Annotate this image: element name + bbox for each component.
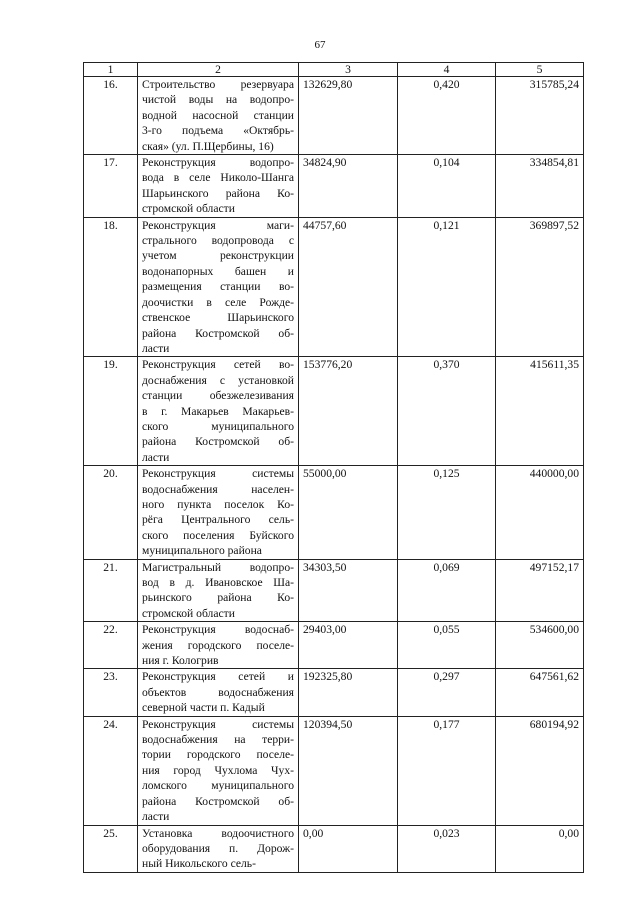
description-line: размещения станции во- (142, 280, 294, 294)
value-col3: 132629,80 (299, 77, 398, 155)
row-number: 19. (84, 357, 138, 466)
value-col3: 0,00 (299, 825, 398, 872)
description-line: ственское Шарьинского (142, 311, 294, 325)
description-line: доснабжения с установкой (142, 373, 294, 387)
description-line: ского поселения Буйского (142, 528, 294, 542)
column-header: 3 (299, 63, 398, 77)
description-line: учетом реконструкции (142, 249, 294, 263)
description-line: Строительство резервуара (142, 78, 294, 91)
row-number: 23. (84, 669, 138, 716)
data-table (83, 62, 584, 873)
table-row (84, 669, 584, 716)
table-row (84, 716, 584, 825)
description-line: вода в селе Николо-Шанга (142, 171, 294, 185)
table-row (84, 559, 584, 622)
description-line: района Костромской об- (142, 435, 294, 449)
description-line: стромской области (142, 202, 235, 216)
description-line: Реконструкция сетей и (142, 670, 294, 684)
description-line: ласти (142, 810, 170, 824)
object-description (138, 357, 299, 466)
description-line: ского муниципального (142, 419, 294, 433)
object-description (138, 825, 299, 872)
row-number: 18. (84, 217, 138, 357)
description-line: Реконструкция водопро- (142, 156, 294, 170)
description-line: ласти (142, 341, 170, 355)
description-line: ласти (142, 450, 170, 464)
value-col5: 497152,17 (496, 559, 584, 622)
value-col5: 534600,00 (496, 622, 584, 669)
description-line: Реконструкция маги- (142, 218, 294, 232)
table-row (84, 357, 584, 466)
table-row (84, 217, 584, 357)
value-col4: 0,370 (398, 357, 496, 466)
description-line: водоснабжения на терри- (142, 733, 294, 747)
value-col4: 0,055 (398, 622, 496, 669)
description-line: района Костромской об- (142, 326, 294, 340)
description-line: рёга Центрального сель- (142, 513, 294, 527)
description-line: ный Никольского сель- (142, 857, 256, 871)
description-line: доочистки в селе Рожде- (142, 295, 294, 309)
description-line: Реконструкция системы (142, 717, 294, 731)
value-col4: 0,069 (398, 559, 496, 622)
description-line: водной насосной станции (142, 108, 294, 122)
value-col4: 0,125 (398, 466, 496, 559)
description-line: тории городского поселе- (142, 748, 294, 762)
page-number: 67 (314, 39, 326, 51)
table-header-row (84, 63, 584, 77)
value-col5: 415611,35 (496, 357, 584, 466)
value-col5: 0,00 (496, 825, 584, 872)
description-line: Шарьинского района Ко- (142, 186, 294, 200)
object-description (138, 155, 299, 218)
value-col4: 0,104 (398, 155, 496, 218)
description-line: станции обезжелезивания (142, 389, 294, 403)
description-line: Реконструкция водоснаб- (142, 623, 294, 637)
column-header: 5 (496, 63, 584, 77)
value-col4: 0,297 (398, 669, 496, 716)
description-line: Магистральный водопро- (142, 560, 294, 574)
object-description (138, 669, 299, 716)
description-line: в г. Макарьев Макарьев- (142, 404, 294, 418)
value-col4: 0,177 (398, 716, 496, 825)
value-col5: 680194,92 (496, 716, 584, 825)
table-row (84, 825, 584, 872)
value-col4: 0,023 (398, 825, 496, 872)
row-number: 17. (84, 155, 138, 218)
description-line: ного пункта поселок Ко- (142, 497, 294, 511)
description-line: водонапорных башен и (142, 264, 294, 278)
description-line: района Костромской об- (142, 794, 294, 808)
value-col3: 153776,20 (299, 357, 398, 466)
object-description (138, 466, 299, 559)
value-col3: 44757,60 (299, 217, 398, 357)
value-col3: 55000,00 (299, 466, 398, 559)
description-line: оборудования п. Дорож- (142, 841, 294, 855)
object-description (138, 217, 299, 357)
table-row (84, 622, 584, 669)
object-description (138, 622, 299, 669)
column-header: 4 (398, 63, 496, 77)
column-header: 2 (138, 63, 299, 77)
description-line: жения городского поселе- (142, 638, 294, 652)
value-col3: 29403,00 (299, 622, 398, 669)
row-number: 20. (84, 466, 138, 559)
description-line: Установка водоочистного (142, 826, 294, 840)
description-line: ская» (ул. П.Щербины, 16) (142, 139, 274, 153)
row-number: 24. (84, 716, 138, 825)
value-col4: 0,121 (398, 217, 496, 357)
table-row (84, 77, 584, 155)
description-line: объектов водоснабжения (142, 685, 294, 699)
object-description (138, 716, 299, 825)
object-description (138, 559, 299, 622)
value-col3: 192325,80 (299, 669, 398, 716)
value-col3: 120394,50 (299, 716, 398, 825)
description-line: ния г. Кологрив (142, 654, 219, 668)
description-line: рьинского района Ко- (142, 591, 294, 605)
description-line: стрального водопровода с (142, 234, 294, 248)
value-col5: 647561,62 (496, 669, 584, 716)
value-col3: 34824,90 (299, 155, 398, 218)
table-row (84, 466, 584, 559)
row-number: 16. (84, 77, 138, 155)
description-line: 3-го подъема «Октябрь- (142, 124, 294, 138)
value-col5: 315785,24 (496, 77, 584, 155)
description-line: водоснабжения населен- (142, 482, 294, 496)
description-line: Реконструкция системы (142, 467, 294, 481)
row-number: 25. (84, 825, 138, 872)
table-row (84, 155, 584, 218)
description-line: стромской области (142, 606, 235, 620)
value-col5: 369897,52 (496, 217, 584, 357)
object-description (138, 77, 299, 155)
value-col4: 0,420 (398, 77, 496, 155)
column-header: 1 (84, 63, 138, 77)
value-col5: 440000,00 (496, 466, 584, 559)
description-line: северной части п. Кадый (142, 701, 265, 715)
description-line: чистой воды на водопро- (142, 93, 294, 107)
description-line: ния город Чухлома Чух- (142, 763, 294, 777)
value-col3: 34303,50 (299, 559, 398, 622)
description-line: вод в д. Ивановское Ша- (142, 576, 294, 589)
value-col5: 334854,81 (496, 155, 584, 218)
row-number: 21. (84, 559, 138, 622)
description-line: ломского муниципального (142, 779, 294, 793)
row-number: 22. (84, 622, 138, 669)
description-line: Реконструкция сетей во- (142, 358, 294, 372)
description-line: муниципального района (142, 544, 262, 558)
